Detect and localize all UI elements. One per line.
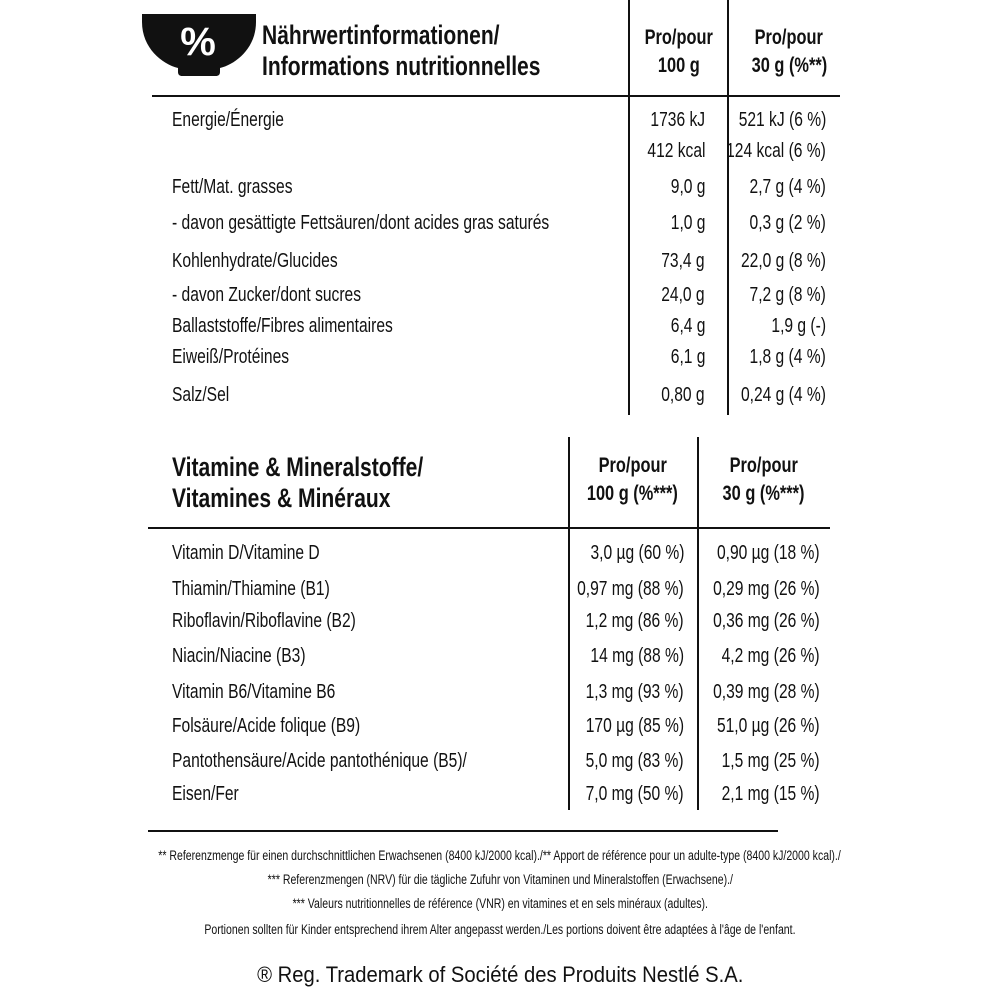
nutrition-col1-line1: Pro/pour	[644, 26, 714, 49]
nutrition-row	[172, 342, 842, 372]
vitamins-title	[172, 452, 494, 514]
row-value-per-30g: 22,0 g (8 %)	[741, 250, 826, 272]
percent-symbol: %	[180, 20, 216, 64]
row-value-per-100g: 6,4 g	[670, 315, 705, 337]
row-label: Salz/Sel	[172, 384, 230, 406]
row-value-per-100g: 1,0 g	[670, 212, 705, 234]
row-label: Fett/Mat. grasses	[172, 176, 293, 198]
nutrition-col2-line2: 30 g (%**)	[751, 54, 827, 77]
row-value-per-30g: 0,29 mg (26 %)	[713, 578, 820, 600]
row-label: - davon Zucker/dont sucres	[172, 284, 362, 306]
row-value-per-100g: 170 µg (85 %)	[585, 715, 684, 737]
vitamins-col2-line1: Pro/pour	[729, 454, 799, 477]
footnote-4: Portionen sollten für Kinder entsprechend ihrem Alter angepasst werden./Les portions doivent être adaptées à l'âge de l'enfant.	[204, 922, 796, 937]
row-label: Eiweiß/Protéines	[172, 346, 290, 368]
row-label: Riboflavin/Riboflavine (B2)	[172, 610, 356, 632]
row-value-per-100g: 9,0 g	[670, 176, 705, 198]
row-value-per-100g: 0,80 g	[661, 384, 705, 406]
row-value-per-100g: 7,0 mg (50 %)	[586, 783, 684, 805]
nutrition-row	[172, 208, 842, 238]
row-value-per-100g: 5,0 mg (83 %)	[586, 750, 684, 772]
row-value-per-100g: 0,97 mg (88 %)	[577, 578, 684, 600]
row-value-per-30g: 0,39 mg (28 %)	[713, 681, 820, 703]
vitamin-row	[172, 538, 842, 568]
row-value-per-30g: 4,2 mg (26 %)	[722, 645, 820, 667]
row-label: Eisen/Fer	[172, 783, 239, 805]
row-label: Kohlenhydrate/Glucides	[172, 250, 338, 272]
row-value-per-30g: 2,7 g (4 %)	[749, 176, 826, 198]
row-label: Thiamin/Thiamine (B1)	[172, 578, 330, 600]
nutrition-title	[262, 20, 619, 82]
vitamins-col1-line1: Pro/pour	[598, 454, 667, 477]
row-value-per-30g: 0,3 g (2 %)	[749, 212, 826, 234]
row-value-per-100g: 1,3 mg (93 %)	[586, 681, 684, 703]
vitamin-row	[172, 641, 842, 671]
row-value-per-30g: 0,24 g (4 %)	[741, 384, 826, 406]
row-label: Ballaststoffe/Fibres alimentaires	[172, 315, 393, 337]
nutrition-col2-line1: Pro/pour	[754, 26, 824, 49]
bowl-percent-icon	[140, 12, 258, 78]
row-value-per-30g: 1,8 g (4 %)	[749, 346, 826, 368]
nutrition-col1-header	[630, 24, 728, 80]
row-label: Vitamin D/Vitamine D	[172, 542, 320, 564]
row-value-per-30g: 7,2 g (8 %)	[749, 284, 826, 306]
vitamins-title-fr: Vitamines & Minéraux	[172, 483, 391, 513]
vitamins-title-de: Vitamine & Mineralstoffe/	[172, 452, 424, 482]
footer-rule	[148, 830, 778, 832]
row-value-per-100g: 3,0 µg (60 %)	[590, 542, 684, 564]
footnote-1: ** Referenzmenge für einen durchschnittlichen Erwachsenen (8400 kJ/2000 kcal)./** Apport de référence pour un adulte-type (8400 kJ/2000 kcal)./	[158, 848, 842, 863]
row-value-per-30g: 1,9 g (-)	[771, 315, 826, 337]
row-label: Niacin/Niacine (B3)	[172, 645, 306, 667]
vitamins-col2-header	[700, 452, 828, 508]
row-value-per-30g: 521 kJ (6 %)	[738, 109, 826, 131]
vitamin-row	[172, 606, 842, 636]
row-value-per-30g: 0,36 mg (26 %)	[713, 610, 820, 632]
row-label: Energie/Énergie	[172, 109, 284, 131]
nutrition-row	[172, 172, 842, 202]
nutrition-title-fr: Informations nutritionnelles	[262, 51, 541, 81]
nutrition-col2-header	[730, 24, 848, 80]
row-label: Folsäure/Acide folique (B9)	[172, 715, 361, 737]
row-value-per-100g: 412 kcal	[646, 140, 705, 162]
row-label: Vitamin B6/Vitamine B6	[172, 681, 336, 703]
vitamins-col1-header	[570, 452, 695, 508]
row-label: - davon gesättigte Fettsäuren/dont acides gras saturés	[172, 212, 550, 234]
row-value-per-100g: 14 mg (88 %)	[590, 645, 684, 667]
vitamin-row	[172, 677, 842, 707]
vitamins-col1-line2: 100 g (%***)	[586, 482, 679, 505]
row-value-per-100g: 1,2 mg (86 %)	[586, 610, 684, 632]
row-value-per-30g: 0,90 µg (18 %)	[717, 542, 820, 564]
nutrition-row	[172, 105, 842, 135]
vitamin-row	[172, 711, 842, 741]
nutrition-row	[172, 380, 842, 410]
nutrition-row	[172, 280, 842, 310]
row-value-per-30g: 51,0 µg (26 %)	[717, 715, 820, 737]
trademark-notice: ® Reg. Trademark of Société des Produits Nestlé S.A.	[256, 962, 744, 987]
nutrition-row	[172, 136, 842, 166]
nutrition-row	[172, 311, 842, 341]
row-value-per-100g: 6,1 g	[670, 346, 705, 368]
nutrition-row	[172, 246, 842, 276]
vitamins-header-rule	[148, 527, 830, 529]
nutrition-col1-line2: 100 g	[658, 54, 700, 77]
nutrition-title-de: Nährwertinformationen/	[262, 20, 500, 50]
vitamin-row	[172, 746, 842, 776]
row-value-per-100g: 1736 kJ	[650, 109, 705, 131]
vitamin-row	[172, 779, 842, 809]
row-value-per-30g: 124 kcal (6 %)	[726, 140, 826, 162]
footnote-3: *** Valeurs nutritionnelles de référence (VNR) en vitamines et en sels minéraux (adultes).	[292, 896, 708, 911]
vitamins-col2-line2: 30 g (%***)	[723, 482, 805, 505]
footnote-2: *** Referenzmengen (NRV) für die tägliche Zufuhr von Vitaminen und Mineralstoffen (Erwachsene)./	[267, 872, 733, 887]
row-label: Pantothensäure/Acide pantothénique (B5)/	[172, 750, 467, 772]
row-value-per-100g: 73,4 g	[661, 250, 705, 272]
row-value-per-30g: 1,5 mg (25 %)	[722, 750, 820, 772]
nutrition-header-rule	[152, 95, 840, 97]
row-value-per-100g: 24,0 g	[661, 284, 705, 306]
vitamin-row	[172, 574, 842, 604]
row-value-per-30g: 2,1 mg (15 %)	[722, 783, 820, 805]
